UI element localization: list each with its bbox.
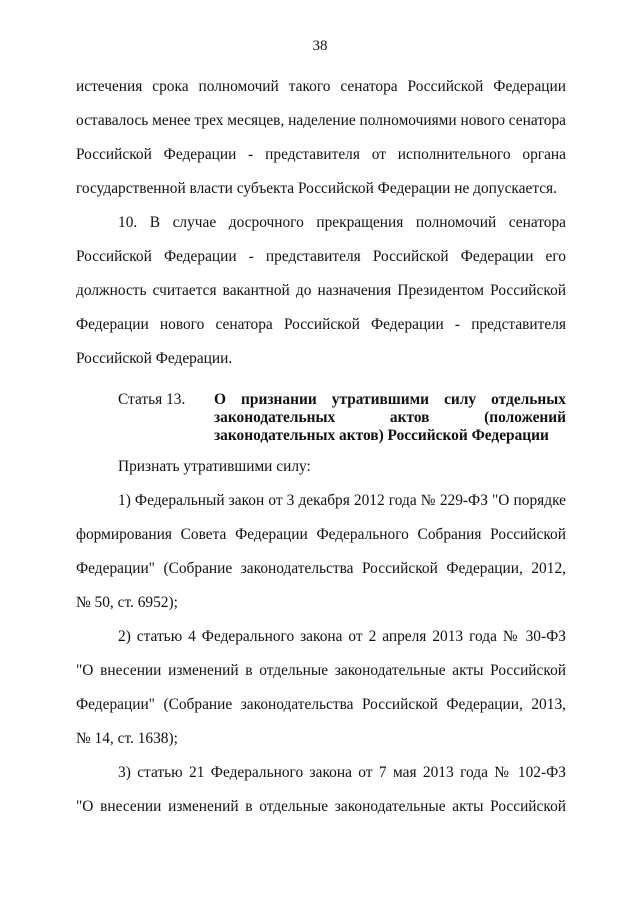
list-item-line: "О внесении изменений в отдельные законодательные акты Российской (76, 662, 566, 679)
paragraph-line: Федерации нового сенатора Российской Федерации - представителя (76, 316, 566, 333)
paragraph-line: должность считается вакантной до назначения Президентом Российской (76, 282, 566, 299)
list-item-line: "О внесении изменений в отдельные законодательные акты Российской (76, 798, 566, 815)
article-label: Статья 13. (118, 391, 186, 408)
list-item-line: 1) Федеральный закон от 3 декабря 2012 года № 229-ФЗ "О порядке (118, 492, 566, 509)
list-item-line: № 14, ст. 1638); (76, 730, 178, 747)
article-title-line: законодательных актов) Российской Федерации (214, 427, 549, 444)
article-title-line: О признании утратившими силу отдельных (214, 391, 566, 408)
page-number: 38 (312, 38, 328, 54)
intro-text: Признать утратившими силу: (118, 458, 311, 475)
paragraph-line: Российской Федерации - представителя Российской Федерации его (76, 248, 566, 265)
article-title (214, 391, 566, 445)
paragraph-line: оставалось менее трех месяцев, наделение полномочиями нового сенатора (76, 112, 567, 129)
list-item-line: 3) статью 21 Федерального закона от 7 мая 2013 года № 102-ФЗ (118, 764, 566, 781)
paragraph-line: государственной власти субъекта Российской Федерации не допускается. (76, 180, 557, 197)
list-item-line: формирования Совета Федерации Федерального Собрания Российской (76, 526, 566, 543)
article-title-line: законодательных актов (положений (214, 409, 566, 426)
paragraph-line: Российской Федерации - представителя от исполнительного органа (76, 146, 566, 163)
list-item-line: № 50, ст. 6952); (76, 594, 178, 611)
list-item-line: Федерации" (Собрание законодательства Российской Федерации, 2012, (76, 560, 566, 577)
paragraph-line: истечения срока полномочий такого сенатора Российской Федерации (76, 78, 566, 95)
paragraph-line: 10. В случае досрочного прекращения полномочий сенатора (118, 214, 566, 231)
list-item-line: 2) статью 4 Федерального закона от 2 апреля 2013 года № 30-ФЗ (118, 628, 566, 645)
list-item-line: Федерации" (Собрание законодательства Российской Федерации, 2013, (76, 696, 566, 713)
paragraph-line: Российской Федерации. (76, 350, 233, 367)
